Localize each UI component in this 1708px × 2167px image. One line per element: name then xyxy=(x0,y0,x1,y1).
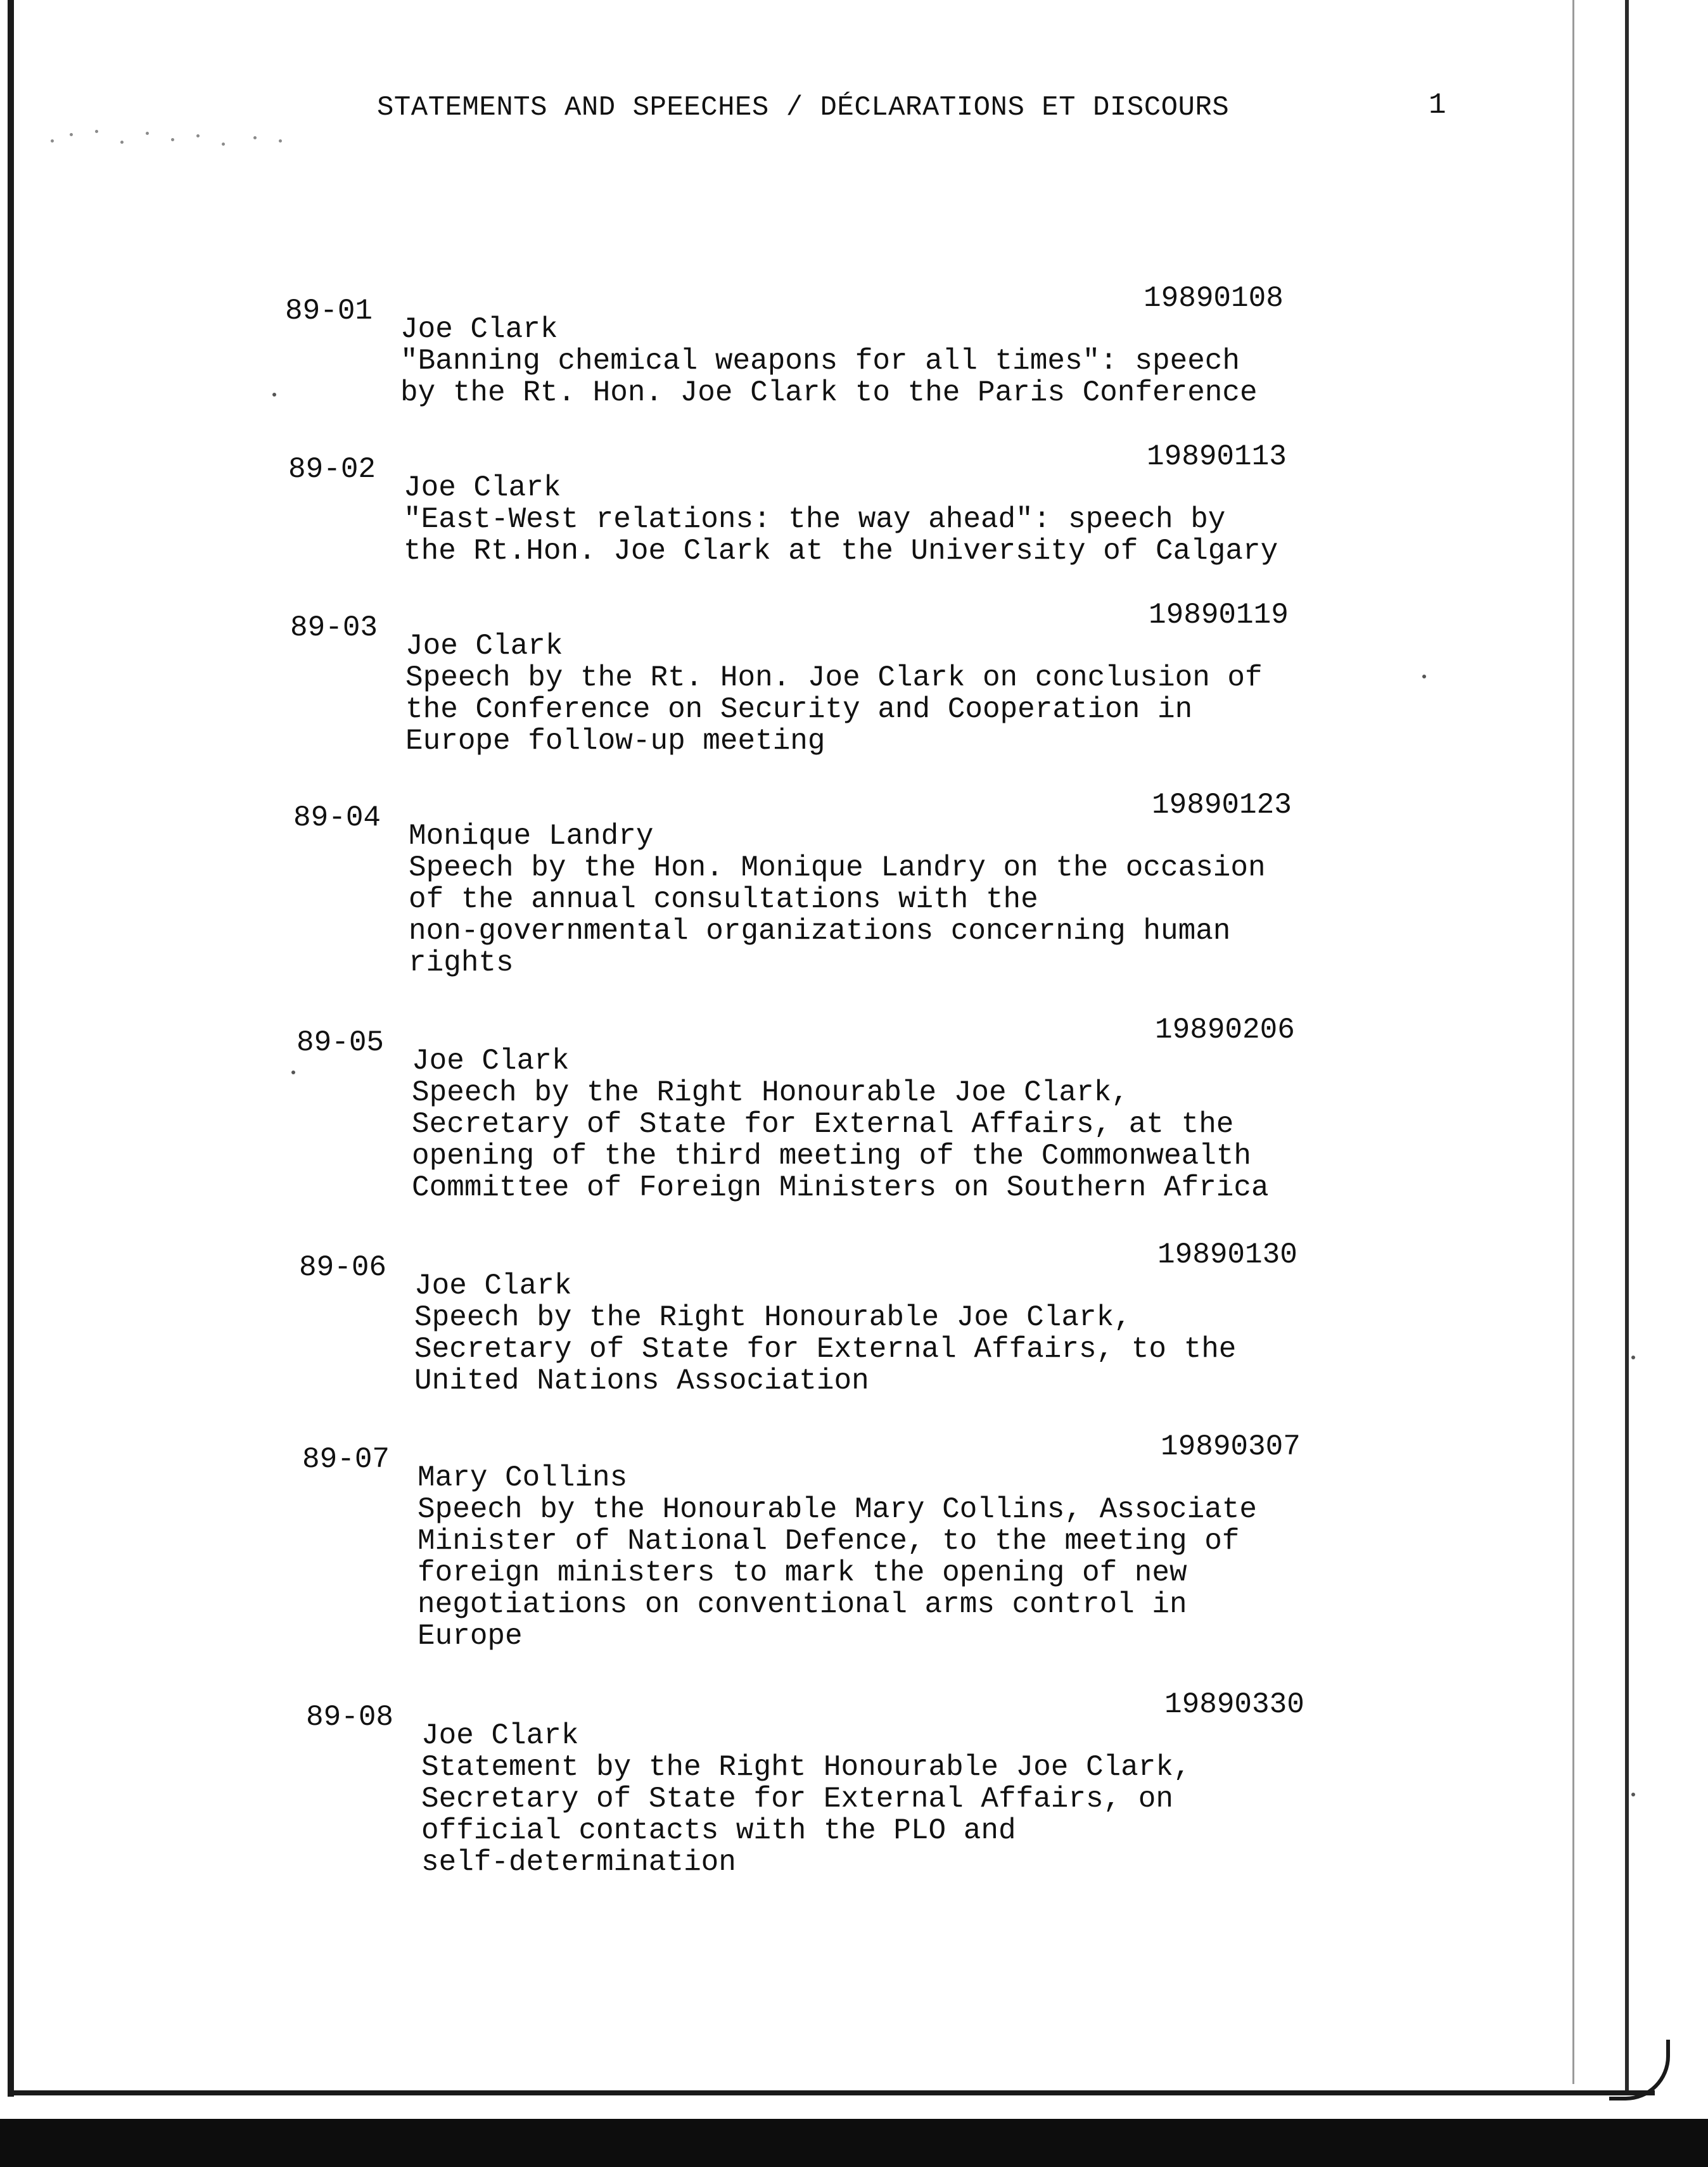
entry-title-line: negotiations on conventional arms control in xyxy=(417,1588,1187,1621)
entry-date: 19890130 xyxy=(1157,1238,1297,1271)
page-bottom-border xyxy=(8,2090,1655,2095)
page-number: 1 xyxy=(1429,89,1446,122)
entry-title-line: opening of the third meeting of the Commonwealth xyxy=(412,1140,1252,1172)
entry-title-line: self-determination xyxy=(421,1846,736,1879)
entry-title-line: Speech by the Rt. Hon. Joe Clark on conclusion of xyxy=(405,661,1263,694)
entry-title-line: Speech by the Honourable Mary Collins, Associate xyxy=(417,1493,1258,1526)
page-right-shadow xyxy=(1572,0,1574,2084)
scan-speck xyxy=(1422,675,1426,678)
entry-date: 19890108 xyxy=(1144,282,1284,315)
entry-title-line: "East-West relations: the way ahead": speech by xyxy=(404,503,1226,536)
scan-smudge xyxy=(51,127,304,158)
entry-body xyxy=(405,630,1263,757)
scan-speck xyxy=(272,393,276,397)
entry-title-line: Secretary of State for External Affairs, to the xyxy=(414,1333,1237,1366)
scan-speck xyxy=(291,1071,295,1074)
document-header-title: STATEMENTS AND SPEECHES / DÉCLARATIONS ET DISCOURS xyxy=(377,92,1230,124)
entry-number: 89-07 xyxy=(302,1443,390,1476)
entry-number: 89-06 xyxy=(299,1251,387,1284)
entry-author: Joe Clark xyxy=(412,1045,570,1077)
entry-date: 19890123 xyxy=(1152,789,1292,822)
entry-body xyxy=(421,1720,1191,1878)
entry-date: 19890206 xyxy=(1155,1014,1295,1046)
entry-number: 89-08 xyxy=(306,1701,394,1734)
entry-title-line: Speech by the Right Honourable Joe Clark, xyxy=(414,1301,1131,1334)
entry-title-line: of the annual consultations with the xyxy=(409,883,1038,916)
entry-title-line: non-governmental organizations concerning human xyxy=(409,915,1231,948)
entry-body xyxy=(414,1270,1236,1397)
entry-date: 19890330 xyxy=(1164,1688,1304,1721)
entry-title-line: official contacts with the PLO and xyxy=(421,1814,1016,1847)
entry-title-line: rights xyxy=(409,946,514,979)
page-corner-curl xyxy=(1609,2040,1670,2100)
entry-body xyxy=(409,820,1266,979)
entry-title-line: Secretary of State for External Affairs, at the xyxy=(412,1108,1234,1141)
entry-title-line: Speech by the Right Honourable Joe Clark, xyxy=(412,1076,1129,1109)
entry-author: Mary Collins xyxy=(417,1461,628,1494)
entry-title-line: the Conference on Security and Cooperation in xyxy=(405,693,1193,726)
entry-title-line: Minister of National Defence, to the meeting of xyxy=(417,1525,1240,1558)
entry-author: Joe Clark xyxy=(421,1719,579,1752)
entry-body xyxy=(412,1045,1269,1204)
entry-body xyxy=(400,314,1258,409)
entry-title-line: United Nations Association xyxy=(414,1364,869,1397)
entry-title-line: Europe xyxy=(417,1620,523,1653)
entry-title-line: foreign ministers to mark the opening of new xyxy=(417,1556,1187,1589)
entry-author: Joe Clark xyxy=(400,313,558,346)
entry-number: 89-03 xyxy=(290,611,378,644)
entry-number: 89-02 xyxy=(288,453,376,486)
entry-title-line: the Rt.Hon. Joe Clark at the University of Calgary xyxy=(404,535,1278,568)
scan-bottom-band xyxy=(0,2119,1708,2167)
entry-number: 89-04 xyxy=(293,801,381,834)
entry-title-line: "Banning chemical weapons for all times": speech xyxy=(400,345,1240,378)
entry-author: Joe Clark xyxy=(404,471,561,504)
entry-title-line: Speech by the Hon. Monique Landry on the occasion xyxy=(409,851,1266,884)
entry-number: 89-01 xyxy=(285,295,373,327)
entry-date: 19890113 xyxy=(1147,440,1287,473)
entry-date: 19890119 xyxy=(1149,599,1289,632)
scan-speck xyxy=(1631,1793,1635,1796)
entry-body xyxy=(404,472,1278,567)
entry-title-line: Statement by the Right Honourable Joe Clark, xyxy=(421,1751,1191,1784)
scan-speck xyxy=(1631,1356,1635,1359)
page-right-border xyxy=(1625,0,1629,2090)
page-left-border xyxy=(8,0,14,2097)
entry-author: Monique Landry xyxy=(409,820,654,853)
entry-number: 89-05 xyxy=(296,1026,385,1059)
entry-title-line: by the Rt. Hon. Joe Clark to the Paris Conference xyxy=(400,376,1258,409)
entry-title-line: Europe follow-up meeting xyxy=(405,725,825,758)
entry-date: 19890307 xyxy=(1161,1430,1301,1463)
entry-title-line: Secretary of State for External Affairs, on xyxy=(421,1783,1173,1815)
entry-author: Joe Clark xyxy=(414,1269,572,1302)
entry-title-line: Committee of Foreign Ministers on Southern Africa xyxy=(412,1171,1269,1204)
entry-author: Joe Clark xyxy=(405,630,563,663)
entry-body xyxy=(417,1462,1257,1652)
